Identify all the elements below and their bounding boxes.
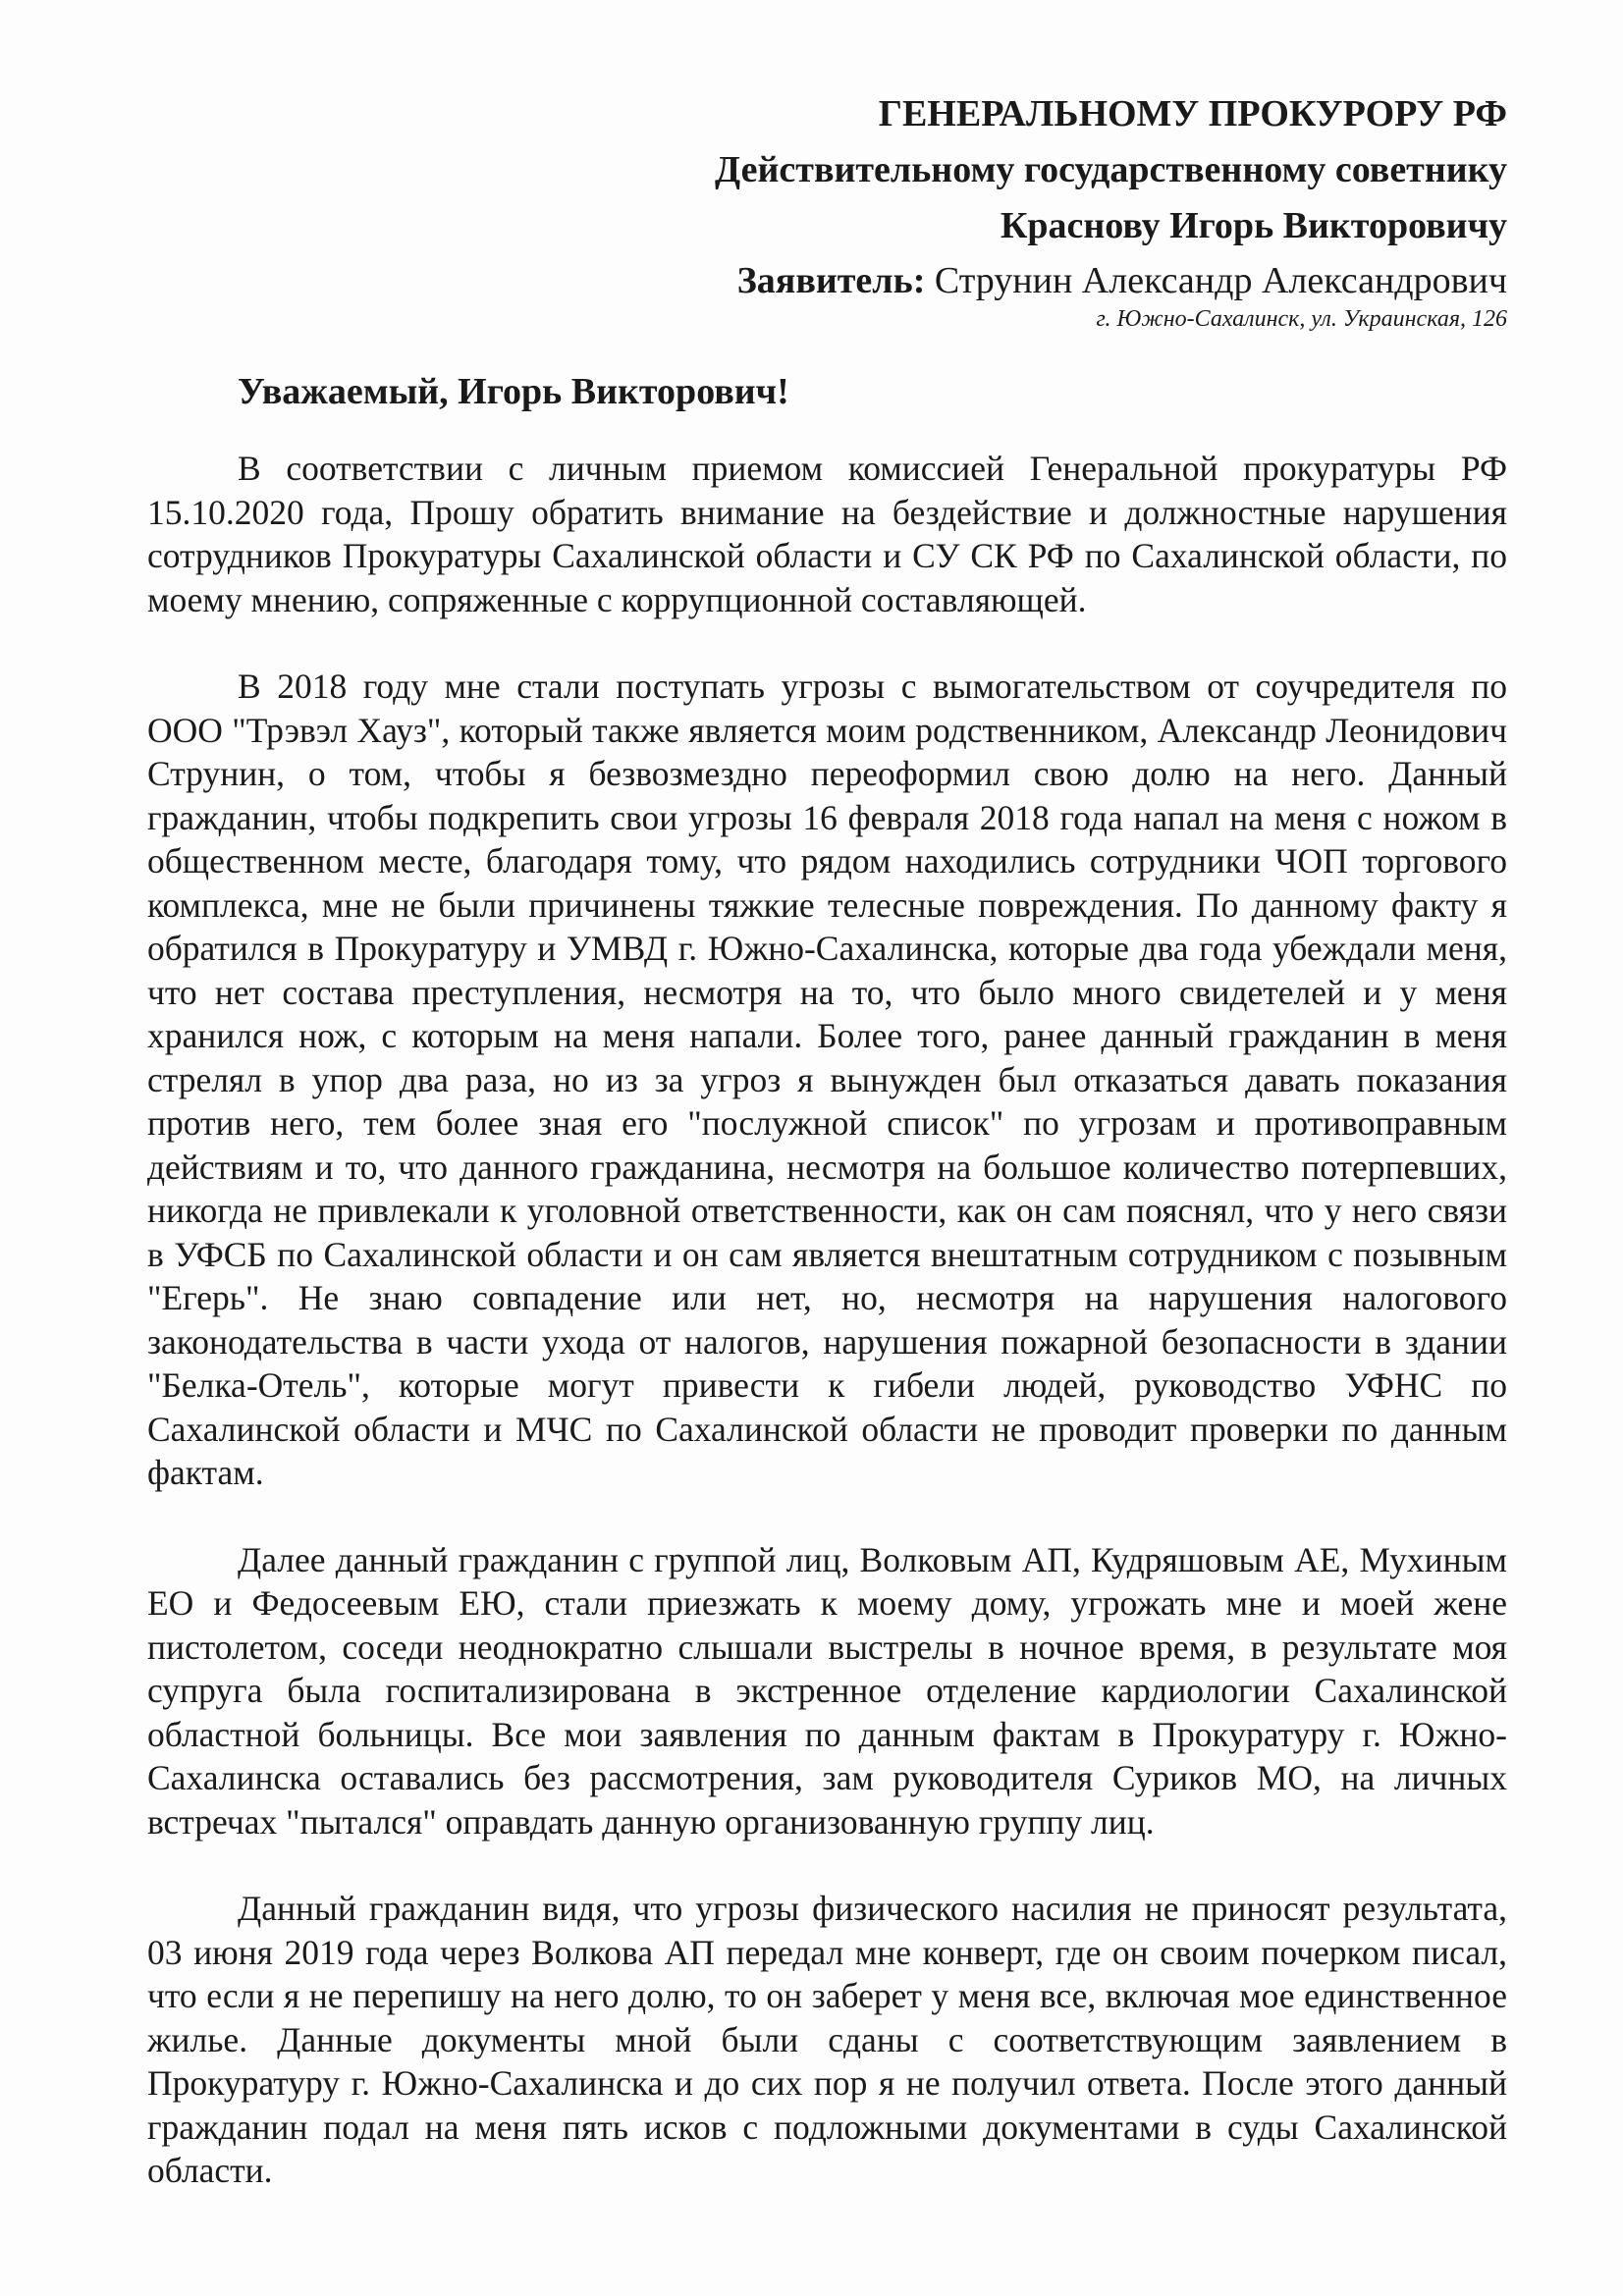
applicant-block xyxy=(737,259,1507,336)
paragraph-4: Данный гражданин видя, что угрозы физического насилия не приносят результата, 03 июня 2019 года через Волкова АП передал мне конверт, где он своим почерком писал, что если я не перепишу на него долю, то он заберет у меня все, включая мое единственное жилье. Данные документы мной были сданы с соответствующим заявлением в Прокуратуру г. Южно-Сахалинска и до сих пор я не получил ответа. После этого данный гражданин подал на меня пять исков с подложными документами в суды Сахалинской области. xyxy=(147,1889,1507,2190)
recipient-line-title: ГЕНЕРАЛЬНОМУ ПРОКУРОРУ РФ xyxy=(878,93,1507,134)
paragraph-1: В соответствии с личным приемом комиссией Генеральной прокуратуры РФ 15.10.2020 года, Прошу обратить внимание на бездействие и должностные нарушения сотрудников Прокуратуры Сахалинской области и СУ СК РФ по Сахалинской области, по моему мнению, сопряженные с коррупционной составляющей. xyxy=(147,449,1507,619)
applicant-name: Струнин Александр Александрович xyxy=(934,260,1507,301)
greeting: Уважаемый, Игорь Викторович! xyxy=(238,371,789,412)
applicant-label: Заявитель: xyxy=(736,260,926,301)
letter-body xyxy=(147,447,1507,2236)
recipient-block xyxy=(715,86,1507,254)
applicant-line xyxy=(737,259,1507,302)
recipient-line-rank: Действительному государственному советнику xyxy=(715,149,1507,190)
recipient-line-name: Краснову Игорь Викторовичу xyxy=(1000,205,1507,246)
paragraph-3: Далее данный гражданин с группой лиц, Волковым АП, Кудряшовым АЕ, Мухиным ЕО и Федосеевым ЕЮ, стали приезжать к моему дому, угрожать мне и моей жене пистолетом, соседи неоднократно слышали выстрелы в ночное время, в результате моя супруга была госпитализирована в экстренное отделение кардиологии Сахалинской областной больницы. Все мои заявления по данным фактам в Прокуратуру г. Южно-Сахалинска оставались без рассмотрения, зам руководителя Суриков МО, на личных встречах "пытался" оправдать данную организованную группу лиц. xyxy=(147,1539,1507,1842)
applicant-address: г. Южно-Сахалинск, ул. Украинская, 126 xyxy=(1096,306,1507,332)
paragraph-2: В 2018 году мне стали поступать угрозы с вымогательством от соучредителя по ООО "Трэвэл Хауз", который также является моим родственником, Александр Леонидович Струнин, о том, чтобы я безвозмездно переоформил свою долю на него. Данный гражданин, чтобы подкрепить свои угрозы 16 февраля 2018 года напал на меня с ножом в общественном месте, благодаря тому, что рядом находились сотрудники ЧОП торгового комплекса, мне не были причинены тяжкие телесные повреждения. По данному факту я обратился в Прокуратуру и УМВД г. Южно-Сахалинска, которые два года убеждали меня, что нет состава преступления, несмотря на то, что было много свидетелей и у меня хранился нож, с которым на меня напали. Более того, ранее данный гражданин в меня стрелял в упор два раза, но из за угроз я вынужден был отказаться давать показания против него, тем более зная его "послужной список" по угрозам и противоправным действиям и то, что данного гражданина, несмотря на большое количество потерпевших, никогда не привлекали к уголовной ответственности, как он сам пояснял, что у него связи в УФСБ по Сахалинской области и он сам является внештатным сотрудником с позывным "Егерь". Не знаю совпадение или нет, но, несмотря на нарушения налогового законодательства в части ухода от налогов, нарушения пожарной безопасности в здании "Белка-Отель", которые могут привести к гибели людей, руководство УФНС по Сахалинской области и МЧС по Сахалинской области не проводит проверки по данным фактам. xyxy=(147,667,1507,1492)
